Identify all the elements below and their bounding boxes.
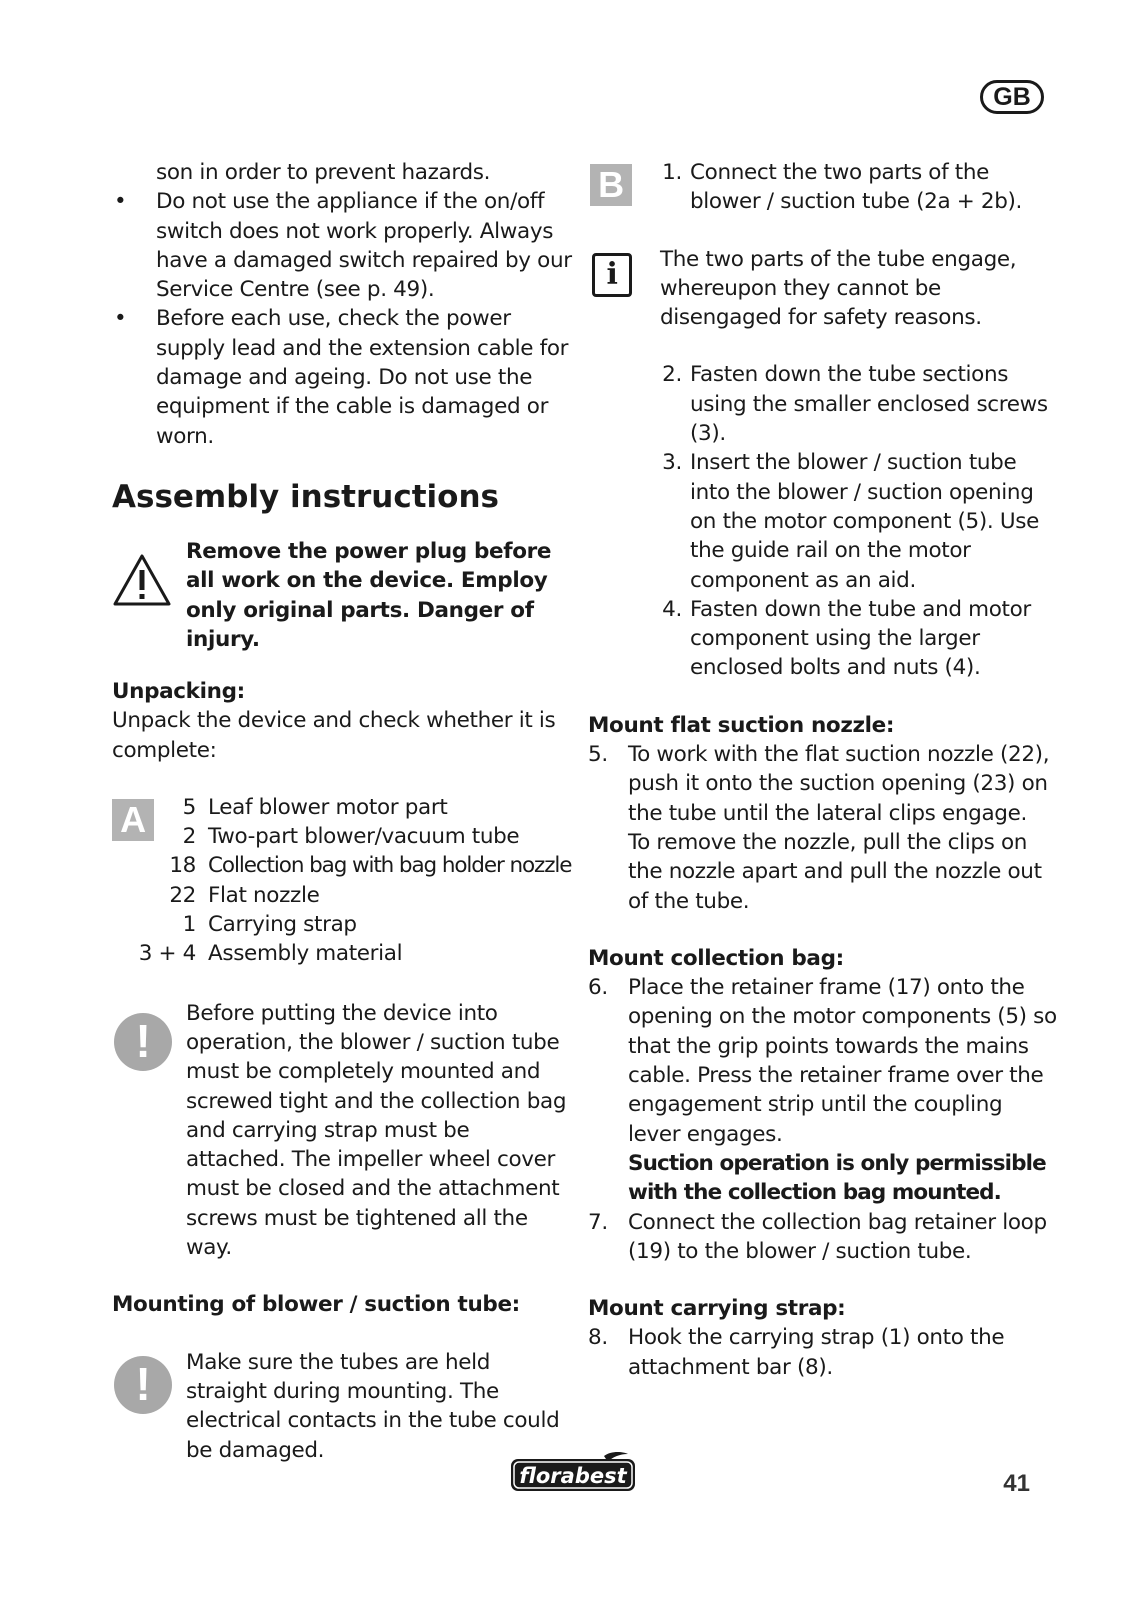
exclamation-icon: ! bbox=[114, 1013, 172, 1071]
right-column bbox=[588, 158, 1058, 1382]
note-block bbox=[112, 999, 572, 1263]
left-column bbox=[112, 158, 572, 1465]
parts-item bbox=[112, 822, 572, 851]
part-label: Two-part blower/vacuum tube bbox=[208, 824, 520, 850]
parts-item bbox=[112, 793, 572, 822]
unpacking-title: Unpacking: bbox=[112, 678, 245, 704]
warning-triangle-icon bbox=[112, 553, 172, 607]
figure-a-tag: A bbox=[112, 799, 154, 841]
unpacking-text: Unpack the device and check whether it is complete: bbox=[112, 708, 556, 763]
step-text: To work with the flat suction nozzle (22), push it onto the suction opening (23) on the tube until the lateral clips engage. bbox=[628, 742, 1050, 826]
step-number: 1. bbox=[662, 160, 682, 185]
part-number: 1 bbox=[182, 912, 196, 938]
language-badge: GB bbox=[980, 80, 1044, 114]
step-group bbox=[598, 158, 1058, 217]
step-text: Fasten down the tube and motor component using the larger enclosed bolts and nuts (4). bbox=[690, 596, 1031, 681]
mounting-title: Mounting of blower / suction tube: bbox=[112, 1292, 520, 1318]
step-text-extra: To remove the nozzle, pull the clips on the nozzle apart and pull the nozzle out of the tube. bbox=[628, 829, 1042, 914]
parts-item bbox=[112, 939, 572, 968]
step-item bbox=[598, 360, 1058, 448]
step-text: Connect the collection bag retainer loop (19) to the blower / suction tube. bbox=[628, 1209, 1047, 1264]
part-number: 18 bbox=[169, 853, 196, 879]
flat-nozzle-title: Mount flat suction nozzle: bbox=[588, 712, 895, 738]
step-text: Place the retainer frame (17) onto the opening on the motor components (5) so that the grip points towards the mains cable. Press the retainer frame over the engagement strip until the coupling lever engages. bbox=[628, 975, 1057, 1147]
step-item bbox=[588, 740, 1058, 916]
continued-paragraph: son in order to prevent hazards. bbox=[156, 160, 491, 185]
step-item bbox=[598, 158, 1058, 217]
part-label: Leaf blower motor part bbox=[208, 794, 448, 820]
step-item bbox=[588, 1323, 1058, 1382]
parts-list bbox=[112, 793, 572, 969]
exclamation-icon: ! bbox=[114, 1356, 172, 1414]
note-text: Before putting the device into operation, the blower / suction tube must be completely mounted and screwed tight and the collection bag and carrying strap must be attached. The impeller wheel cover must be closed and the attachment screws must be tightened all the way. bbox=[186, 1000, 567, 1261]
note-block bbox=[112, 1348, 572, 1465]
section-heading: Assembly instructions bbox=[112, 478, 500, 515]
steps-list bbox=[598, 360, 1058, 682]
warning-block bbox=[112, 537, 572, 655]
step-item bbox=[598, 448, 1058, 594]
step-item bbox=[598, 595, 1058, 683]
step-item bbox=[588, 1208, 1058, 1267]
collection-bag-title: Mount collection bag: bbox=[588, 945, 844, 971]
part-label: Assembly material bbox=[208, 941, 403, 967]
carrying-strap-title: Mount carrying strap: bbox=[588, 1296, 846, 1322]
step-text: Fasten down the tube sections using the smaller enclosed screws (3). bbox=[690, 362, 1048, 447]
bullet-item: • Before each use, check the power supply lead and the extension cable for damage and ageing. Do not use the equipment if the cable is damaged or worn. bbox=[112, 304, 572, 450]
step-number: 8. bbox=[588, 1325, 608, 1351]
info-text: The two parts of the tube engage, whereupon they cannot be disengaged for safety reasons. bbox=[660, 246, 1017, 331]
step-text: Connect the two parts of the blower / suction tube (2a + 2b). bbox=[690, 160, 1023, 215]
part-label: Carrying strap bbox=[208, 912, 357, 938]
figure-b-tag: B bbox=[590, 164, 632, 206]
florabest-logo bbox=[508, 1450, 638, 1494]
parts-item bbox=[112, 851, 572, 880]
step-number: 2. bbox=[662, 362, 682, 388]
step-number: 7. bbox=[588, 1209, 608, 1235]
note-text: Make sure the tubes are held straight during mounting. The electrical contacts in the tube could be damaged. bbox=[186, 1349, 560, 1463]
part-label: Flat nozzle bbox=[208, 882, 320, 908]
parts-item bbox=[112, 910, 572, 939]
step-text: Insert the blower / suction tube into the blower / suction opening on the motor component (5). Use the guide rail on the motor component as an aid. bbox=[690, 450, 1039, 593]
step-number: 6. bbox=[588, 975, 608, 1001]
info-block bbox=[598, 245, 1058, 333]
parts-item bbox=[112, 881, 572, 910]
step-text: Hook the carrying strap (1) onto the attachment bar (8). bbox=[628, 1325, 1005, 1380]
step-number: 5. bbox=[588, 742, 608, 768]
info-icon: i bbox=[592, 253, 632, 297]
part-number: 5 bbox=[182, 794, 196, 820]
part-number: 3 + 4 bbox=[138, 941, 196, 967]
step-warning-text: Suction operation is only permissible with the collection bag mounted. bbox=[628, 1150, 1046, 1206]
step-item bbox=[588, 973, 1058, 1207]
logo-text: florabest bbox=[519, 1464, 627, 1488]
bullet-item: • Do not use the appliance if the on/off switch does not work properly. Always have a damaged switch repaired by our Service Centre (see p. 49). bbox=[112, 187, 572, 304]
step-number: 3. bbox=[662, 450, 682, 476]
part-number: 2 bbox=[182, 824, 196, 850]
part-number: 22 bbox=[169, 882, 196, 908]
part-label: Collection bag with bag holder nozzle bbox=[208, 853, 572, 879]
warning-text: Remove the power plug before all work on the device. Employ only original parts. Danger of injury. bbox=[186, 538, 552, 652]
page-number: 41 bbox=[1003, 1470, 1030, 1497]
step-number: 4. bbox=[662, 596, 682, 622]
